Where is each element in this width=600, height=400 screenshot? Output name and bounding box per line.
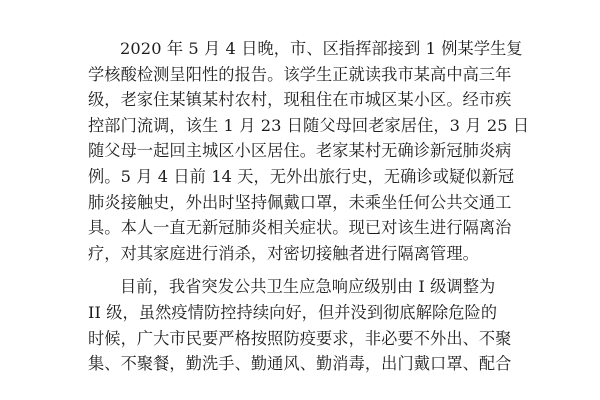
text-line: 2020 年 5 月 4 日晚，市、区指挥部接到 1 例某学生复	[120, 39, 523, 58]
paragraph-1	[88, 36, 530, 266]
text-line: 时候，广大市民要严格按照防疫要求，非必要不外出、不聚	[88, 328, 512, 348]
text-line: 具。本人一直无新冠肺炎相关症状。现已对该生进行隔离治	[88, 218, 512, 238]
paragraph-spacer	[88, 266, 518, 274]
text-line: 目前，我省突发公共卫生应急响应级别由 I 级调整为	[120, 277, 496, 297]
text-line: 疗，对其家庭进行消杀，对密切接触者进行隔离管理。	[88, 243, 479, 263]
text-line: 学核酸检测呈阳性的报告。该学生正就读我市某高中高三年	[88, 64, 512, 84]
text-line: 随父母一起回主城区小区居住。老家某村无确诊新冠肺炎病	[88, 141, 512, 161]
text-line: 级，老家住某镇某村农村，现租住在市城区某小区。经市疾	[88, 90, 512, 110]
text-line: 集、不聚餐，勤洗手、勤通风、勤消毒，出门戴口罩、配合	[88, 354, 512, 374]
paragraph-2	[88, 274, 518, 376]
document-body	[88, 36, 530, 377]
text-line: 肺炎接触史，外出时坚持佩戴口罩，未乘坐任何公共交通工	[88, 192, 512, 212]
text-line: II 级，虽然疫情防控持续向好，但并没到彻底解除危险的	[88, 302, 498, 322]
text-line: 控部门流调，该生 1 月 23 日随父母回老家居住，3 月 25 日	[88, 115, 530, 135]
text-line: 例。5 月 4 日前 14 天，无外出旅行史，无确诊或疑似新冠	[88, 166, 515, 186]
